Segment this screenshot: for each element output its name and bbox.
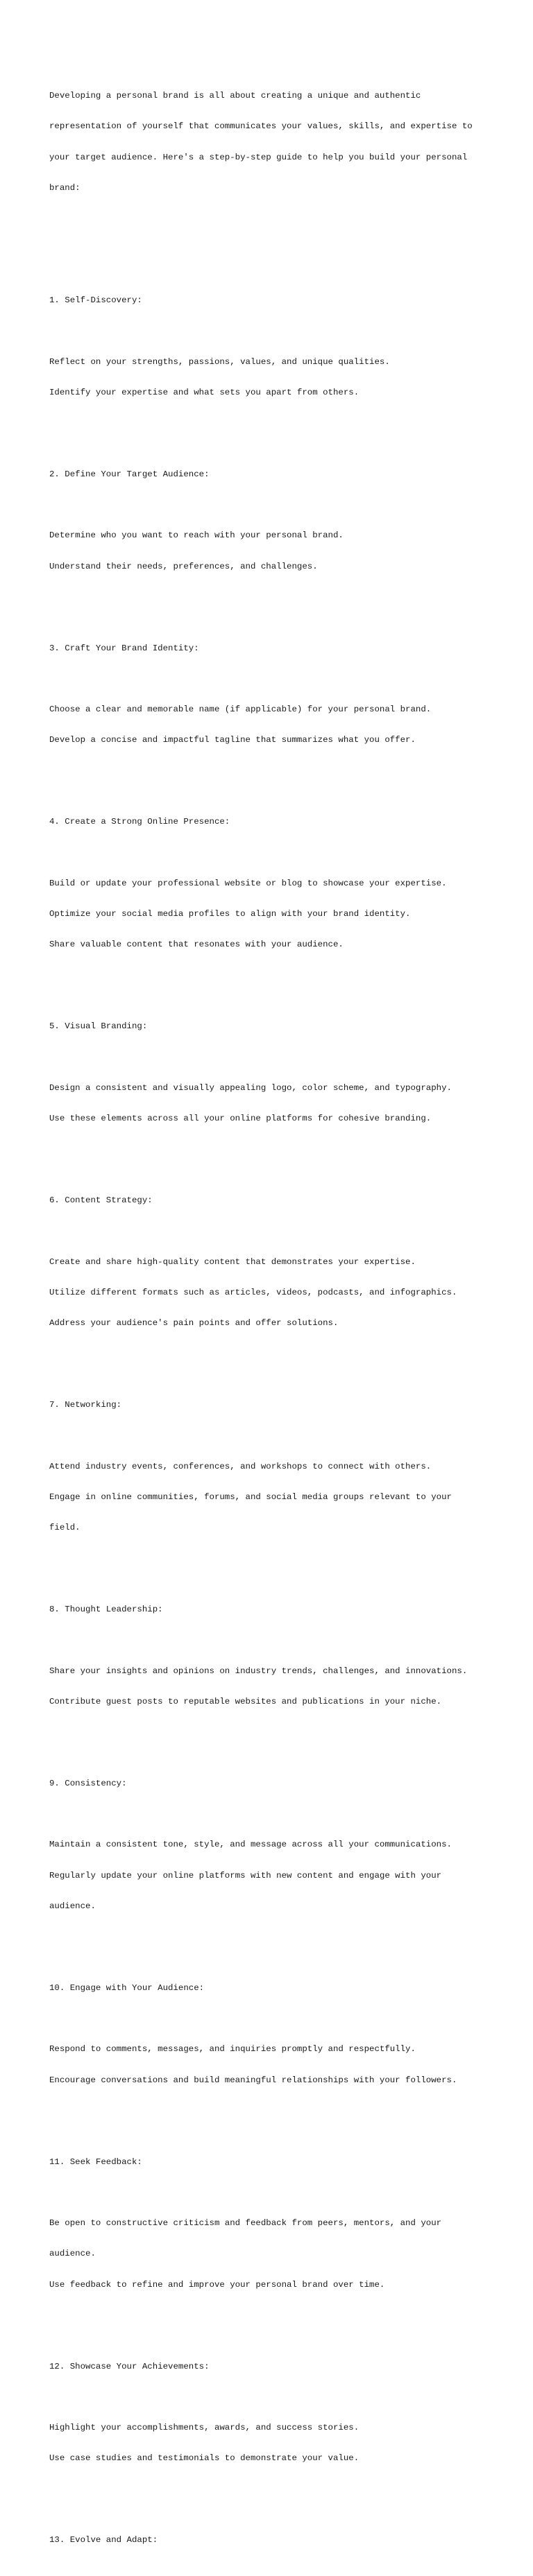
section-line: Identify your expertise and what sets you apart from others.	[49, 387, 359, 397]
section-heading: 12. Showcase Your Achievements:	[49, 2361, 210, 2371]
section-3	[49, 623, 493, 766]
section-heading: 9. Consistency:	[49, 1778, 127, 1788]
section-line: Highlight your accomplishments, awards, and success stories.	[49, 2423, 359, 2432]
section-11	[49, 2136, 493, 2310]
blank-line	[49, 326, 493, 336]
section-heading: 6. Content Strategy:	[49, 1195, 153, 1205]
section-heading: 2. Define Your Target Audience:	[49, 469, 210, 479]
section-line: Develop a concise and impactful tagline that summarizes what you offer.	[49, 735, 416, 745]
section-line: Create and share high-quality content that demonstrates your expertise.	[49, 1256, 416, 1267]
section-heading: 7. Networking:	[49, 1400, 122, 1410]
section-heading: 8. Thought Leadership:	[49, 1605, 163, 1614]
blank-line	[49, 674, 493, 684]
intro-line: Developing a personal brand is all about creating a unique and authentic	[49, 91, 421, 101]
blank-line	[49, 1226, 493, 1236]
section-line: Contribute guest posts to reputable websites and publications in your niche.	[49, 1696, 442, 1706]
section-heading: 3. Craft Your Brand Identity:	[49, 643, 199, 653]
section-6	[49, 1175, 493, 1349]
section-line: Be open to constructive criticism and feedback from peers, mentors, and your	[49, 2218, 442, 2228]
section-line: audience.	[49, 2249, 96, 2259]
blank-line	[49, 1809, 493, 1819]
blank-line	[49, 2014, 493, 2024]
section-line: Reflect on your strengths, passions, values, and unique qualities.	[49, 356, 390, 367]
section-line: Determine who you want to reach with your personal brand.	[49, 530, 344, 541]
intro-paragraph	[49, 71, 493, 214]
section-10	[49, 1962, 493, 2106]
intro-line: your target audience. Here's a step-by-step guide to help you build your personal	[49, 152, 468, 162]
section-5	[49, 1001, 493, 1145]
section-line: Address your audience's pain points and offer solutions.	[49, 1318, 339, 1328]
section-8	[49, 1584, 493, 1728]
blank-line	[49, 234, 493, 245]
section-heading: 11. Seek Feedback:	[49, 2156, 142, 2167]
section-2	[49, 449, 493, 592]
blank-line	[49, 500, 493, 510]
section-heading: 10. Engage with Your Audience:	[49, 1982, 205, 1993]
section-line: Share valuable content that resonates with your audience.	[49, 940, 344, 950]
document-body	[49, 50, 493, 2576]
section-heading: 5. Visual Branding:	[49, 1021, 148, 1032]
section-line: Engage in online communities, forums, and social media groups relevant to your	[49, 1492, 452, 1502]
section-line: Respond to comments, messages, and inquiries promptly and respectfully.	[49, 2044, 416, 2055]
section-line: audience.	[49, 1901, 96, 1911]
section-4	[49, 797, 493, 971]
section-line: Use feedback to refine and improve your personal brand over time.	[49, 2279, 385, 2290]
intro-line: representation of yourself that communicates your values, skills, and expertise to	[49, 121, 473, 132]
blank-line	[49, 848, 493, 858]
section-heading: 13. Evolve and Adapt:	[49, 2535, 158, 2545]
section-line: Utilize different formats such as articles, videos, podcasts, and infographics.	[49, 1287, 457, 1297]
section-line: Encourage conversations and build meaningful relationships with your followers.	[49, 2075, 457, 2085]
blank-line	[49, 1430, 493, 1441]
section-1	[49, 275, 493, 419]
section-line: Maintain a consistent tone, style, and message across all your communications.	[49, 1840, 452, 1850]
section-heading: 4. Create a Strong Online Presence:	[49, 817, 230, 827]
section-line: Design a consistent and visually appealing logo, color scheme, and typography.	[49, 1082, 452, 1093]
section-line: field.	[49, 1523, 81, 1532]
section-line: Use these elements across all your online platforms for cohesive branding.	[49, 1114, 432, 1123]
section-line: Understand their needs, preferences, and challenges.	[49, 561, 318, 571]
section-line: Use case studies and testimonials to demonstrate your value.	[49, 2453, 359, 2464]
section-heading: 1. Self-Discovery:	[49, 295, 142, 305]
blank-line	[49, 1635, 493, 1645]
section-13	[49, 2515, 493, 2566]
section-line: Choose a clear and memorable name (if applicable) for your personal brand.	[49, 704, 432, 714]
section-7	[49, 1380, 493, 1554]
section-line: Build or update your professional website or blog to showcase your expertise.	[49, 878, 447, 888]
section-line: Share your insights and opinions on industry trends, challenges, and innovations.	[49, 1666, 468, 1676]
section-line: Optimize your social media profiles to align with your brand identity.	[49, 909, 411, 919]
section-9	[49, 1758, 493, 1932]
blank-line	[49, 2392, 493, 2403]
blank-line	[49, 1053, 493, 1063]
section-line: Regularly update your online platforms with new content and engage with your	[49, 1870, 442, 1881]
intro-line: brand:	[49, 182, 81, 193]
blank-line	[49, 2188, 493, 2198]
section-line: Attend industry events, conferences, and workshops to connect with others.	[49, 1461, 432, 1471]
section-12	[49, 2341, 493, 2484]
